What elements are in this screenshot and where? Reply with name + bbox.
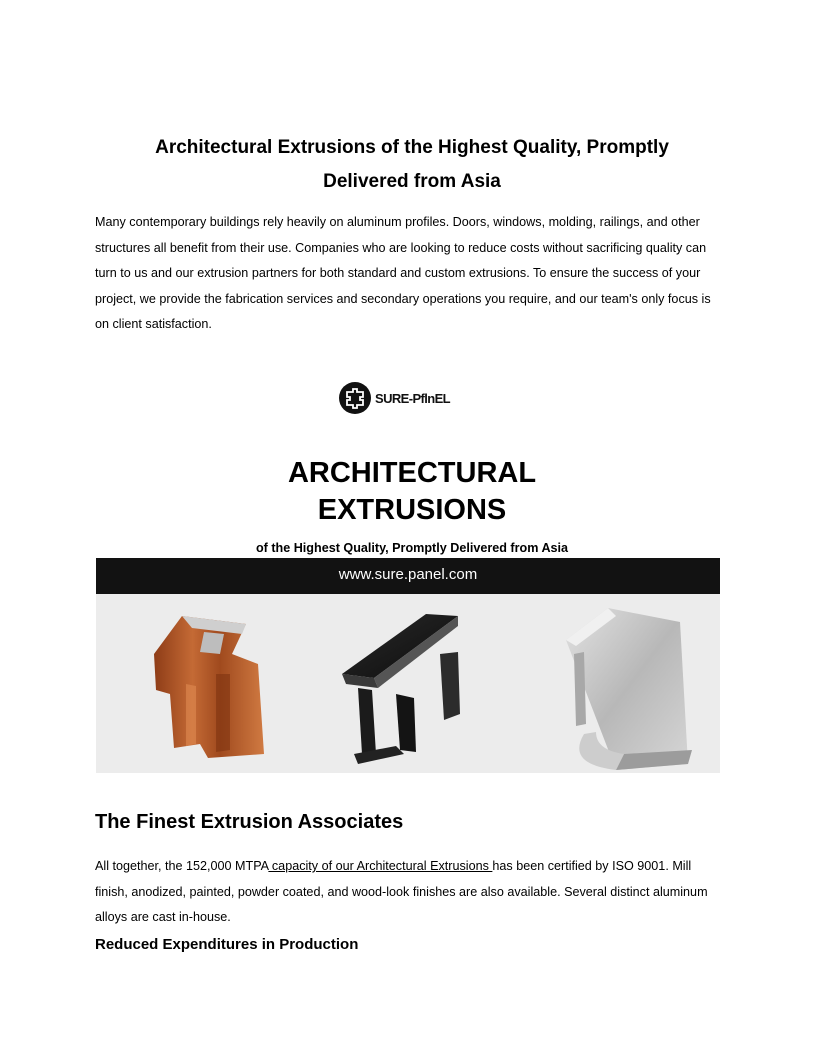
subsection-heading: Reduced Expenditures in Production bbox=[95, 936, 359, 953]
paragraph-text-before-link: All together, the 152,000 MTPA bbox=[95, 859, 269, 873]
puzzle-logo-icon bbox=[338, 381, 372, 415]
document-title-line-1: Architectural Extrusions of the Highest Quality, Promptly bbox=[155, 137, 669, 158]
paragraph-text-after-link: has been certified by ISO 9001. Mill finish, anodized, painted, powder coated, and wood-look finishes are also available. Several distinct aluminum alloys are cast in-house. bbox=[95, 859, 708, 924]
silver-profile bbox=[566, 608, 692, 770]
wood-profile bbox=[154, 616, 264, 758]
section-paragraph bbox=[95, 854, 725, 931]
extrusion-profiles-illustration bbox=[96, 594, 720, 773]
section-heading: The Finest Extrusion Associates bbox=[95, 811, 404, 833]
company-logo bbox=[338, 380, 450, 416]
product-banner-image bbox=[96, 558, 720, 773]
capacity-link[interactable]: capacity of our Architectural Extrusions bbox=[268, 859, 493, 873]
document-title-line-2: Delivered from Asia bbox=[323, 171, 501, 192]
logo-text: SURE-PflnEL bbox=[375, 390, 451, 406]
banner-heading-line-1: ARCHITECTURAL bbox=[287, 457, 537, 489]
banner-url-bar: www.sure.panel.com bbox=[96, 558, 720, 594]
banner-subtitle: of the Highest Quality, Promptly Delivered from Asia bbox=[255, 541, 569, 555]
black-profile bbox=[342, 614, 460, 764]
banner-heading bbox=[96, 455, 728, 529]
document-title bbox=[96, 131, 728, 199]
intro-paragraph: Many contemporary buildings rely heavily on aluminum profiles. Doors, windows, molding, railings, and other structures all benefit from their use. Companies who are looking to reduce costs without sacrificing quality can turn to us and our extrusion partners for both standard and custom extrusions. To ensure the success of your project, we provide the fabrication services and secondary operations you require, and our team's only focus is on client satisfaction. bbox=[95, 215, 711, 331]
banner-heading-line-2: EXTRUSIONS bbox=[317, 494, 507, 526]
